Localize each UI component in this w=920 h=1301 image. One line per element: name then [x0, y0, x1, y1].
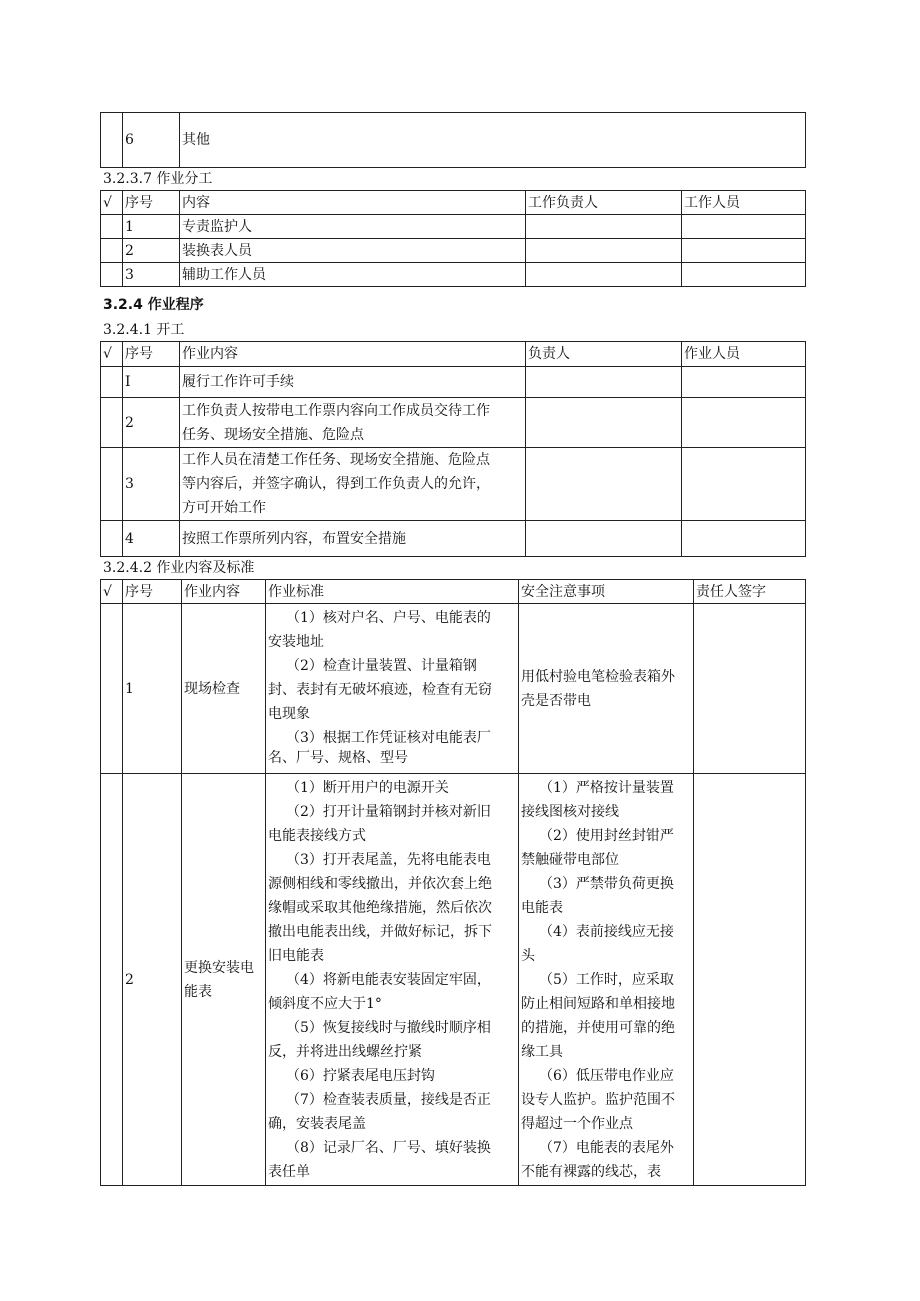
standard-line: （4）将新电能表安装固定牢固，: [286, 972, 491, 988]
safety-line: 不能有裸露的线芯，表: [521, 1164, 661, 1180]
safety-line: （7）电能表的表尾外: [539, 1140, 674, 1156]
content-line: 按照工作票所列内容，布置安全措施: [182, 530, 406, 547]
row-content: [180, 398, 526, 448]
task-line: 现场检查: [184, 680, 240, 697]
table-row: [101, 367, 806, 398]
leader-cell: [526, 263, 682, 287]
safety-line: （6）低压带电作业应: [539, 1068, 674, 1084]
header-content: 内容: [180, 191, 526, 215]
header-task: 作业内容: [182, 580, 266, 604]
header-staff: 作业人员: [682, 342, 806, 367]
section-title-324: 3.2.4 作业程序: [103, 297, 204, 313]
header-staff: 工作人员: [682, 191, 806, 215]
row-content: 其他: [180, 113, 806, 168]
content-line: 任务、现场安全措施、危险点: [182, 426, 364, 443]
table-row: [101, 263, 806, 287]
standard-line: 电现象: [268, 706, 310, 722]
standard-line: （7）检查装表质量，接线是否正: [286, 1092, 491, 1108]
table-row: [101, 398, 806, 448]
safety-line: 的措施，并使用可靠的绝: [521, 1020, 675, 1036]
safety-line: （2）使用封丝封钳严: [539, 828, 674, 844]
standard-line: （8）记录厂名、厂号、填好装换: [286, 1140, 491, 1156]
standard-line: （2）打开计量箱钢封并核对新旧: [286, 804, 491, 820]
leader-cell: [526, 239, 682, 263]
header-number: 序号: [123, 580, 182, 604]
signature-cell: [694, 774, 806, 1186]
check-cell: [101, 113, 123, 168]
row-number: 3: [123, 448, 180, 521]
content-line: 履行工作许可手续: [182, 374, 294, 390]
start-work-table: [100, 341, 806, 557]
row-content: 专责监护人: [180, 215, 526, 239]
safety-line: 接线图核对接线: [521, 804, 619, 820]
safety-line: （3）严禁带负荷更换: [539, 876, 674, 892]
standard-line: （3）打开表尾盖，先将电能表电: [286, 852, 491, 868]
standard-line: 封、表封有无破坏痕迹，检查有无窃: [268, 682, 492, 698]
standard-line: 电能表接线方式: [268, 828, 366, 844]
staff-cell: [682, 215, 806, 239]
work-standard-table: [100, 579, 806, 1186]
standard-cell: [266, 604, 519, 774]
header-task: 作业内容: [180, 342, 526, 367]
safety-line: 用低村验电笔检验表箱外: [521, 668, 675, 685]
standard-line: 旧电能表: [268, 948, 324, 964]
table-row: [101, 215, 806, 239]
header-leader: 工作负责人: [526, 191, 682, 215]
leader-cell: [526, 215, 682, 239]
standard-cell: [266, 774, 519, 1186]
row-content: [180, 448, 526, 521]
task-cell: [182, 604, 266, 774]
section-title-3242: 3.2.4.2 作业内容及标准: [103, 560, 255, 576]
task-line: 更换安装电: [184, 959, 254, 976]
header-number: 序号: [123, 342, 180, 367]
row-content: 装换表人员: [180, 239, 526, 263]
standard-line: 名、厂号、规格、型号: [268, 750, 408, 766]
content-line: 工作负责人按带电工作票内容向工作成员交待工作: [182, 402, 490, 419]
header-check: √: [101, 342, 123, 367]
standard-line: （6）拧紧表尾电压封钩: [286, 1068, 435, 1084]
standard-line: 缘帽或采取其他绝缘措施，然后依次: [268, 900, 492, 916]
header-signature: 责任人签字: [694, 580, 806, 604]
section-title-3241: 3.2.4.1 开工: [103, 322, 185, 338]
standard-line: （1）核对户名、户号、电能表的: [286, 610, 491, 626]
safety-line: 得超过一个作业点: [521, 1116, 633, 1132]
signature-cell: [694, 604, 806, 774]
standard-line: （2）检查计量装置、计量箱钢: [286, 658, 477, 674]
safety-line: 禁触碰带电部位: [521, 852, 619, 868]
row-number: 2: [123, 239, 180, 263]
content-line: 方可开始工作: [182, 500, 266, 516]
row-number: 1: [123, 604, 182, 774]
header-leader: 负责人: [526, 342, 682, 367]
other-table: [100, 112, 806, 168]
task-line: 能表: [184, 983, 212, 1000]
safety-line: 电能表: [521, 900, 563, 916]
header-check: √: [101, 580, 123, 604]
safety-cell: [519, 604, 694, 774]
header-safety: 安全注意事项: [519, 580, 694, 604]
row-number: 6: [123, 113, 180, 168]
standard-line: 撤出电能表出线，并做好标记，拆下: [268, 924, 492, 940]
header-standard: 作业标准: [266, 580, 519, 604]
row-content: [180, 521, 526, 557]
staff-cell: [682, 239, 806, 263]
staff-cell: [682, 263, 806, 287]
standard-line: （5）恢复接线时与撤线时顺序相: [286, 1020, 491, 1036]
header-check: √: [101, 191, 123, 215]
safety-line: 防止相间短路和单相接地: [521, 996, 675, 1012]
standard-line: 表任单: [268, 1164, 310, 1180]
standard-line: 安装地址: [268, 634, 324, 650]
header-number: 序号: [123, 191, 180, 215]
standard-line: 源侧相线和零线撤出，并依次套上绝: [268, 876, 492, 892]
table-row: [101, 239, 806, 263]
standard-line: （1）断开用户的电源开关: [286, 780, 449, 796]
standard-line: （3）根据工作凭证核对电能表厂: [286, 730, 491, 746]
safety-cell: [519, 774, 694, 1186]
row-number: I: [123, 367, 180, 398]
safety-line: （1）严格按计量装置: [539, 780, 674, 796]
table-row: [101, 604, 806, 774]
table-row: [101, 521, 806, 557]
standard-line: 反，并将进出线螺丝拧紧: [268, 1044, 422, 1060]
row-number: 4: [123, 521, 180, 557]
row-number: 1: [123, 215, 180, 239]
standard-line: 倾斜度不应大于1°: [268, 996, 382, 1012]
task-cell: [182, 774, 266, 1186]
safety-line: 设专人监护。监护范围不: [521, 1092, 675, 1108]
row-number: 2: [123, 398, 180, 448]
section-title-3237: 3.2.3.7 作业分工: [103, 171, 213, 187]
row-content: 辅助工作人员: [180, 263, 526, 287]
row-number: 3: [123, 263, 180, 287]
division-table: [100, 190, 806, 287]
safety-line: 头: [521, 948, 535, 964]
content-line: 等内容后，并签字确认，得到工作负责人的允许，: [182, 476, 490, 492]
safety-line: 壳是否带电: [521, 692, 591, 709]
safety-line: （4）表前接线应无接: [539, 924, 674, 940]
safety-line: 缘工具: [521, 1044, 563, 1060]
table-row: [101, 448, 806, 521]
content-line: 工作人员在清楚工作任务、现场安全措施、危险点: [182, 452, 490, 468]
row-number: 2: [123, 774, 182, 1186]
standard-line: 确，安装表尾盖: [268, 1116, 366, 1132]
safety-line: （5）工作时，应采取: [539, 972, 674, 988]
table-row: [101, 774, 806, 1186]
row-content: [180, 367, 526, 398]
